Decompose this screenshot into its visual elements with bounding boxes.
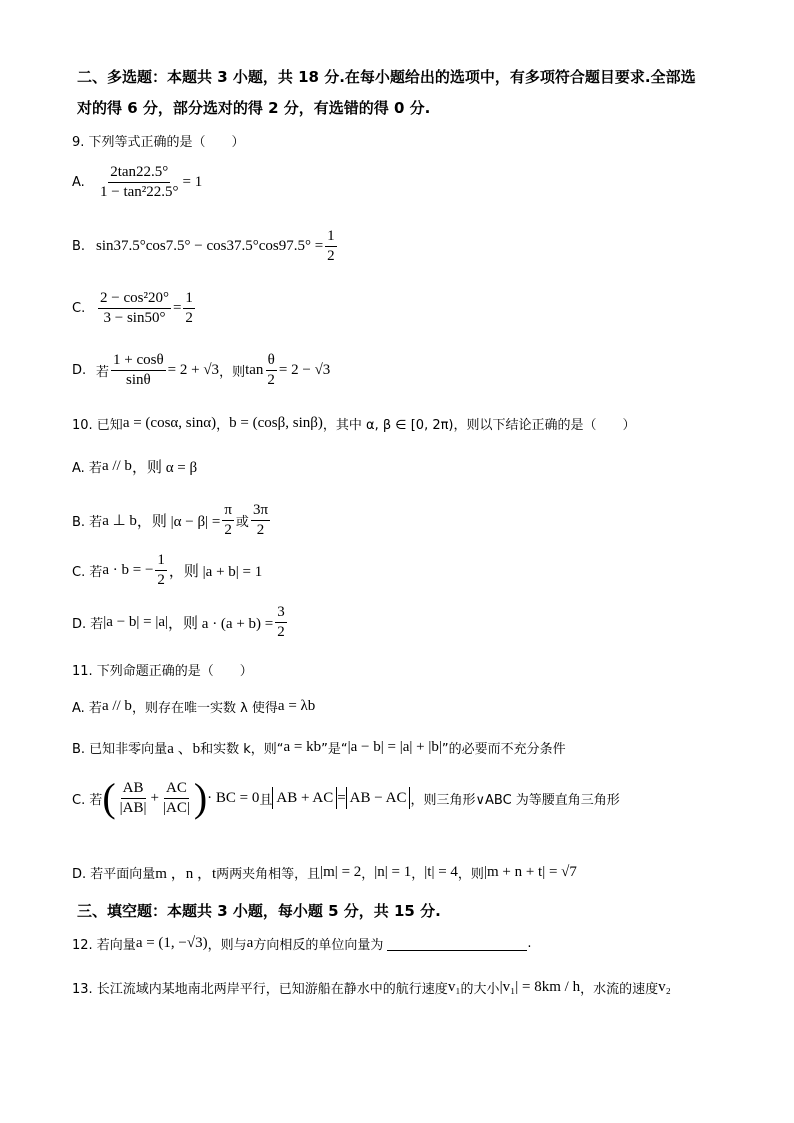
fraction: $\frac{2\tan 22.5^\circ}{\text{1 − tan²22.5°}}$: [100, 164, 179, 200]
q11-option-a: A. 若 a // b ，则存在唯一实数 λ 使得 a = λb: [72, 698, 316, 716]
q12-line: 12. 若向量 a = (1, −√3) ，则与 a 方向相反的单位向量为 .: [72, 935, 532, 953]
q10-option-b: B. 若 a ⊥ b ，则 |α − β| = $\frac{\pi}{2}$ 或 $\frac{3\pi}{2}$: [72, 502, 269, 538]
q9-option-a: A. $\frac{2\tan 22.5^\circ}{\text{1 − tan²22.5°}}$ = 1: [72, 164, 203, 200]
q11-option-c: C. 若 ( $\frac{AB}{|AB|}$ + $\frac{AC}{|AC|}$ ) · BC = 0 且 AB + AC = AB − AC ，则三角形∨ABC 为等腰直角三角形: [72, 775, 620, 820]
q11-option-b: B. 已知非零向量 a 、b 和实数 k，则“ a = kb ”是“ |a − b| = |a| + |b| ”的必要而不充分条件: [72, 739, 566, 757]
q11-option-d: D. 若平面向量 m ，n ，t 两两夹角相等，且 |m| = 2 ， |n| = 1 ， |t| = 4 ，则 |m + n + t| = √7: [72, 864, 577, 882]
q10-option-a: A. 若 a // b ，则 α = β: [72, 458, 198, 476]
q11-stem: 11. 下列命题正确的是（ ）: [72, 664, 253, 679]
q10-stem: 10. 已知 a = (cosα, sinα) ， b = (cosβ, sinβ) ，其中 α, β ∈ [0, 2π)，则以下结论正确的是（ ）: [72, 415, 636, 433]
option-label: A.: [72, 175, 85, 190]
q9-option-c: C. $\frac{\text{2 − cos²20°}}{3 - \sin 50^\circ}$ = $\frac{1}{2}$: [72, 290, 193, 326]
section-multi-line1: 二、多选题：本题共 3 小题，共 18 分.在每小题给出的选项中，有多项符合题目要求.全部选: [77, 68, 696, 86]
q10-option-c: C. 若 a · b = − $\frac{1}{2}$ ，则 |a + b| = 1: [72, 552, 263, 588]
q10-option-d: D. 若 |a − b| = |a| ，则 a · (a + b) = $\frac{3}{2}$: [72, 604, 285, 640]
section-fill-header: 三、填空题：本题共 3 小题，每小题 5 分，共 15 分.: [77, 902, 441, 920]
q13-line: 13. 长江流域内某地南北两岸平行，已知游船在静水中的航行速度 v₁ 的大小 |v₁| = 8km / h ，水流的速度 v₂: [72, 979, 671, 997]
q9-stem: 9. 下列等式正确的是（ ）: [72, 135, 245, 150]
answer-blank: [387, 936, 527, 951]
q9-option-d: D. 若 $\frac{1 + \cos\theta}{\sin\theta}$ = 2 + √3 ，则 tan $\frac{\theta}{2}$ = 2 − √3: [72, 352, 331, 388]
fraction: $\frac{1}{2}$: [327, 228, 335, 264]
section-multi-line2: 对的得 6 分，部分选对的得 2 分，有选错的得 0 分.: [77, 99, 431, 117]
q9-option-b: B. sin37.5°cos7.5° − cos37.5°cos97.5° = $\frac{1}{2}$: [72, 228, 335, 264]
